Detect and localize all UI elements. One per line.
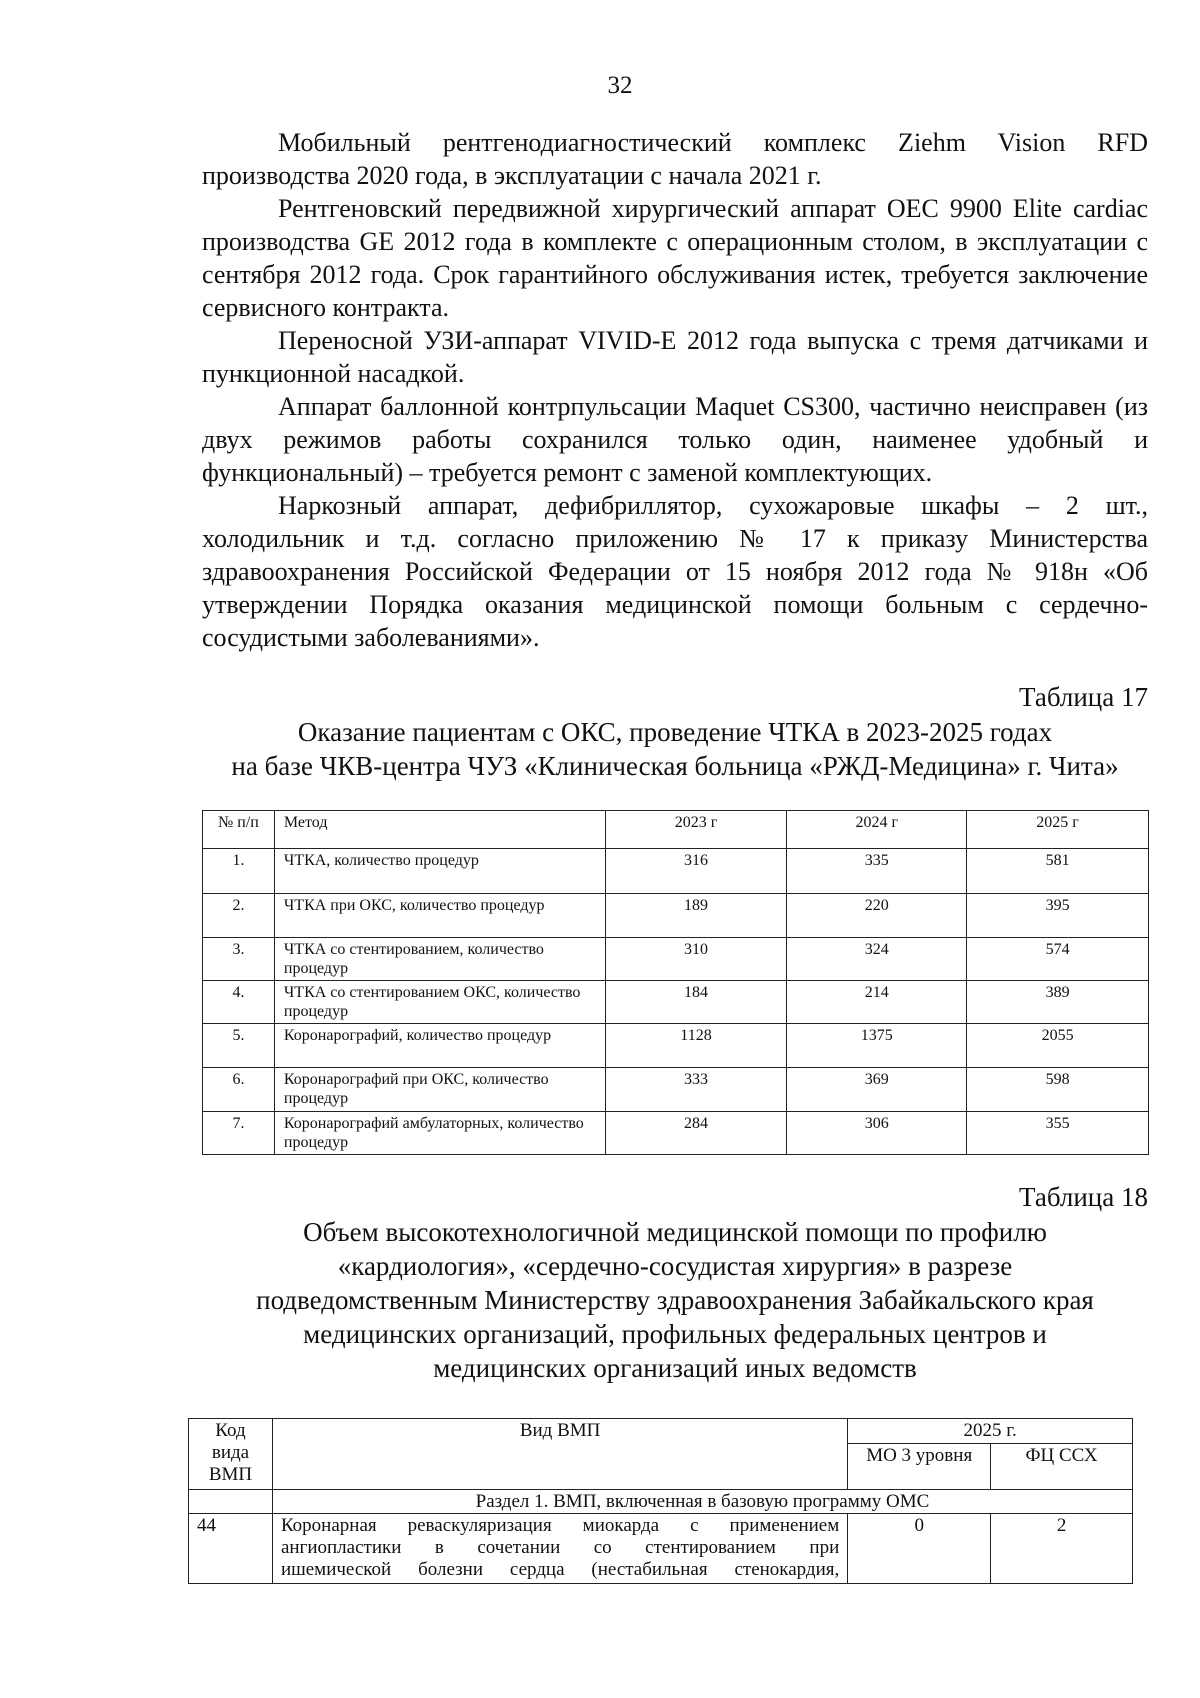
header-cell-year: 2025 г. bbox=[848, 1419, 1133, 1444]
cell-2025: 389 bbox=[967, 981, 1149, 1024]
table-row bbox=[203, 1068, 1149, 1112]
cell-mo3: 0 bbox=[848, 1514, 991, 1584]
cell-2023: 1128 bbox=[605, 1024, 787, 1068]
table-18-title bbox=[202, 1215, 1148, 1385]
header-cell-method: Метод bbox=[274, 811, 605, 849]
cell-2024: 1375 bbox=[787, 1024, 967, 1068]
cell-method: Коронарографий, количество процедур bbox=[274, 1024, 605, 1068]
header-cell-2025: 2025 г bbox=[967, 811, 1149, 849]
cell-2023: 316 bbox=[605, 849, 787, 894]
cell-type-line: Коронарная реваскуляризация миокарда с применением bbox=[280, 1515, 840, 1536]
table-row bbox=[203, 849, 1149, 894]
header-cell-2023: 2023 г bbox=[605, 811, 787, 849]
cell-type bbox=[272, 1514, 847, 1584]
cell-fc: 2 bbox=[991, 1514, 1133, 1584]
header-cell-2024: 2024 г bbox=[787, 811, 967, 849]
cell-type-line: ангиопластики в сочетании со стентированием при bbox=[280, 1537, 840, 1558]
cell-2024: 214 bbox=[787, 981, 967, 1024]
cell-2023: 284 bbox=[605, 1112, 787, 1155]
table-section-row bbox=[189, 1490, 1133, 1514]
table-17-title-line: на базе ЧКВ-центра ЧУЗ «Клиническая больница «РЖД-Медицина» г. Чита» bbox=[231, 751, 1119, 781]
table-row bbox=[203, 938, 1149, 981]
table-17 bbox=[202, 810, 1149, 1155]
cell-number: 2. bbox=[203, 894, 275, 938]
cell-2023: 310 bbox=[605, 938, 787, 981]
header-cell-code: Код вида ВМП bbox=[189, 1419, 273, 1490]
table-17-title-line: Оказание пациентам с ОКС, проведение ЧТКА в 2023-2025 годах bbox=[297, 717, 1053, 747]
table-18-title-line: медицинских организаций иных ведомств bbox=[433, 1353, 917, 1383]
table-18-title-line: подведомственным Министерству здравоохранения Забайкальского края bbox=[256, 1285, 1094, 1315]
paragraph: Наркозный аппарат, дефибриллятор, сухожаровые шкафы – 2 шт., холодильник и т.д. согласно приложению № 17 к приказу Министерства здравоохранения Российской Федерации от 15 ноября 2012 года № 918н «Об утверждении Порядка оказания медицинской помощи больным с сердечно-сосудистыми заболеваниями». bbox=[202, 491, 1148, 652]
table-18-label: Таблица 18 bbox=[1019, 1182, 1148, 1212]
cell-method: Коронарографий амбулаторных, количество процедур bbox=[274, 1112, 605, 1155]
section-label: Раздел 1. ВМП, включенная в базовую программу ОМС bbox=[272, 1490, 1132, 1514]
cell-2023: 189 bbox=[605, 894, 787, 938]
cell-2024: 335 bbox=[787, 849, 967, 894]
table-17-label: Таблица 17 bbox=[1019, 682, 1148, 712]
table-row bbox=[203, 894, 1149, 938]
header-cell-type: Вид ВМП bbox=[272, 1419, 847, 1490]
paragraph: Рентгеновский передвижной хирургический аппарат OEC 9900 Elite cardiac производства GE 2012 года в комплекте с операционным столом, в эксплуатации с сентября 2012 года. Срок гарантийного обслуживания истек, требуется заключение сервисного контракта. bbox=[202, 194, 1148, 322]
cell-2025: 574 bbox=[967, 938, 1149, 981]
header-cell-mo3: МО 3 уровня bbox=[848, 1444, 991, 1490]
cell-number: 5. bbox=[203, 1024, 275, 1068]
cell-number: 7. bbox=[203, 1112, 275, 1155]
body-text bbox=[202, 126, 1148, 654]
header-cell-number: № п/п bbox=[203, 811, 275, 849]
cell-2024: 324 bbox=[787, 938, 967, 981]
table-header-row bbox=[203, 811, 1149, 849]
paragraph: Аппарат баллонной контрпульсации Maquet CS300, частично неисправен (из двух режимов работы сохранился только один, наименее удобный и функциональный) – требуется ремонт с заменой комплектующих. bbox=[202, 392, 1148, 487]
table-row bbox=[203, 1024, 1149, 1068]
cell-2024: 369 bbox=[787, 1068, 967, 1112]
cell-2025: 598 bbox=[967, 1068, 1149, 1112]
cell-2024: 220 bbox=[787, 894, 967, 938]
page-number: 32 bbox=[607, 72, 633, 99]
cell-method: ЧТКА, количество процедур bbox=[274, 849, 605, 894]
table-row bbox=[189, 1514, 1133, 1584]
cell-2025: 2055 bbox=[967, 1024, 1149, 1068]
table-header-row bbox=[189, 1419, 1133, 1444]
table-18-title-line: медицинских организаций, профильных федеральных центров и bbox=[303, 1319, 1047, 1349]
cell-code: 44 bbox=[189, 1514, 273, 1584]
table-18-title-line: Объем высокотехнологичной медицинской помощи по профилю bbox=[303, 1217, 1047, 1247]
table-row bbox=[203, 981, 1149, 1024]
cell-number: 3. bbox=[203, 938, 275, 981]
paragraph: Переносной УЗИ-аппарат VIVID-E 2012 года выпуска с тремя датчиками и пункционной насадкой. bbox=[202, 326, 1148, 388]
cell-type-line: ишемической болезни сердца (нестабильная стенокардия, bbox=[280, 1559, 840, 1580]
section-empty-cell bbox=[189, 1490, 273, 1514]
cell-2025: 395 bbox=[967, 894, 1149, 938]
table-18 bbox=[188, 1418, 1133, 1584]
cell-method: Коронарографий при ОКС, количество процедур bbox=[274, 1068, 605, 1112]
table-18-title-line: «кардиология», «сердечно-сосудистая хирургия» в разрезе bbox=[337, 1251, 1013, 1281]
cell-number: 6. bbox=[203, 1068, 275, 1112]
cell-2023: 333 bbox=[605, 1068, 787, 1112]
cell-method: ЧТКА со стентированием ОКС, количество процедур bbox=[274, 981, 605, 1024]
table-17-title bbox=[202, 715, 1148, 783]
cell-2024: 306 bbox=[787, 1112, 967, 1155]
cell-2025: 355 bbox=[967, 1112, 1149, 1155]
cell-number: 1. bbox=[203, 849, 275, 894]
header-cell-fc: ФЦ ССХ bbox=[991, 1444, 1133, 1490]
cell-method: ЧТКА со стентированием, количество процедур bbox=[274, 938, 605, 981]
cell-number: 4. bbox=[203, 981, 275, 1024]
paragraph: Мобильный рентгенодиагностический комплекс Ziehm Vision RFD производства 2020 года, в эксплуатации с начала 2021 г. bbox=[202, 128, 1148, 190]
cell-method: ЧТКА при ОКС, количество процедур bbox=[274, 894, 605, 938]
cell-2023: 184 bbox=[605, 981, 787, 1024]
cell-2025: 581 bbox=[967, 849, 1149, 894]
table-row bbox=[203, 1112, 1149, 1155]
